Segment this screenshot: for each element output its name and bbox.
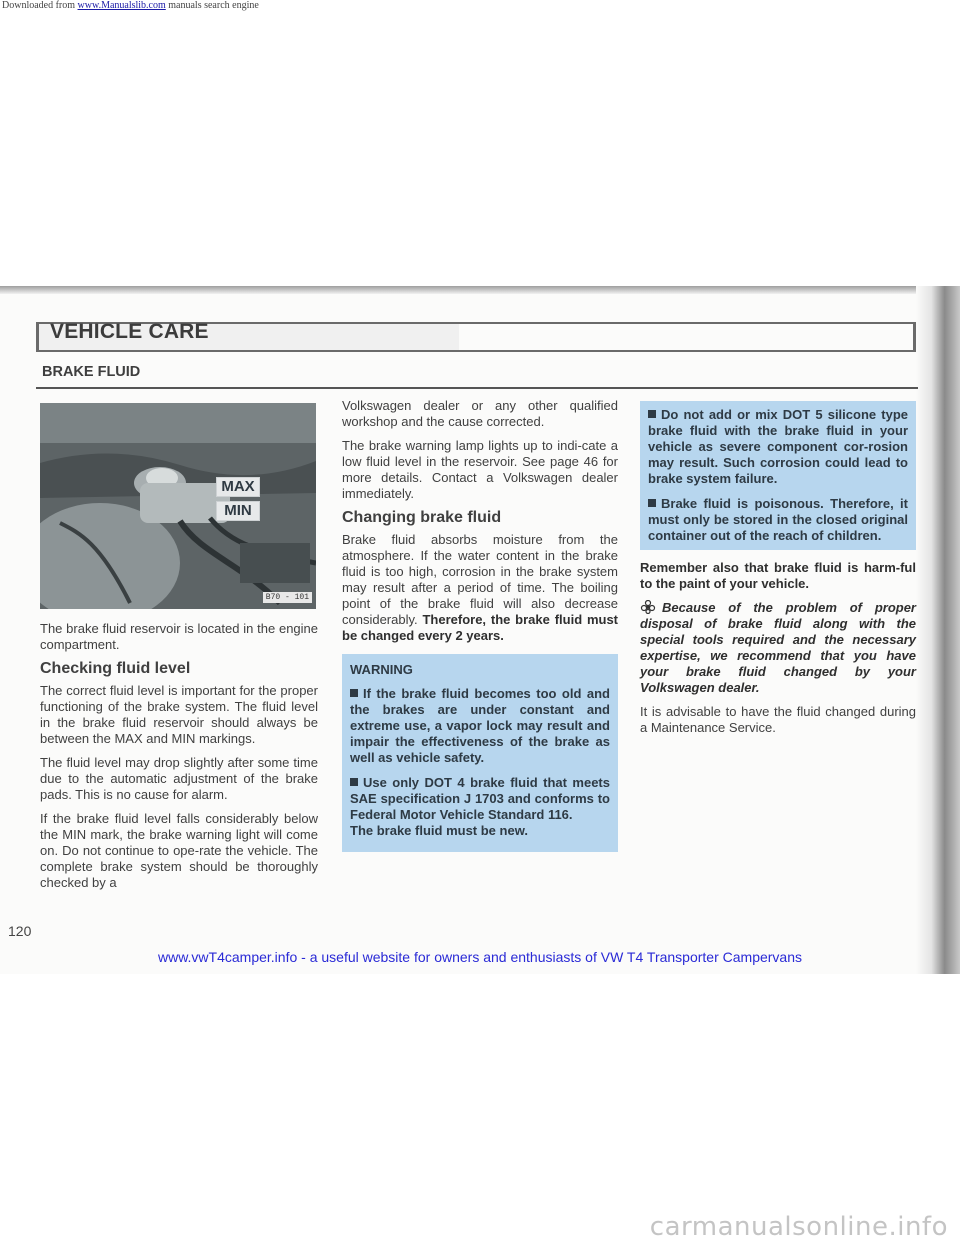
footer-website-text: www.vwT4camper.info - a useful website for owners and enthusiasts of VW T4 Transporter Campervans	[157, 949, 803, 965]
column-2	[342, 398, 618, 852]
warning-title: WARNING	[350, 662, 413, 677]
banner-suffix: manuals search engine	[165, 0, 259, 11]
paint-warning: Remember also that brake fluid is harm-ful to the paint of your vehicle.	[640, 560, 916, 591]
note-text: Because of the problem of proper disposal of brake fluid along with the special tools required and the necessary expertise, we recommend that you have your brake fluid changed by your Volkswagen dealer.	[640, 600, 916, 695]
download-banner	[0, 0, 960, 14]
paragraph: If the brake fluid level falls considerably below the MIN mark, the brake warning light will come on. Do not continue to ope-rate the vehicle. The complete brake system should be thoroughly checked by a	[40, 811, 318, 890]
max-label: MAX	[216, 477, 260, 497]
manual-page	[0, 286, 960, 974]
column-1	[40, 621, 318, 899]
photo-caption: The brake fluid reservoir is located in the engine compartment.	[40, 621, 318, 652]
heading-changing-brake-fluid: Changing brake fluid	[342, 509, 502, 526]
bullet-icon	[350, 689, 358, 697]
warning-item	[648, 407, 908, 487]
environment-note	[640, 600, 916, 696]
paragraph: It is advisable to have the fluid changed during a Maintenance Service.	[640, 704, 916, 735]
warning-text: The brake fluid must be new.	[350, 823, 528, 838]
flower-icon	[640, 600, 656, 614]
warning-item	[350, 775, 610, 839]
manualslib-link[interactable]: www.Manualslib.com	[77, 0, 166, 11]
banner-prefix: Downloaded from	[2, 0, 78, 11]
warning-text: If the brake fluid becomes too old and the brakes are under constant and extreme use, a vapor lock may result and impair the effectiveness of the brake as well as vehicle safety.	[350, 686, 610, 765]
photo-code: B70 - 101	[263, 592, 312, 603]
page-binding-edge	[916, 286, 960, 974]
section-title: BRAKE FLUID	[42, 364, 141, 380]
chapter-title: VEHICLE CARE	[50, 320, 209, 343]
paragraph: The fluid level may drop slightly after some time due to the automatic adjustment of the brake pads. This is no cause for alarm.	[40, 755, 318, 802]
bullet-icon	[350, 778, 358, 786]
paragraph: The brake warning lamp lights up to indi-cate a low fluid level in the reservoir. See page 46 for more details. Contact a Volkswagen dealer immediately.	[342, 438, 618, 501]
min-label: MIN	[216, 501, 260, 521]
warning-text: Do not add or mix DOT 5 silicone type brake fluid with the brake fluid in your vehicle as severe component cor-rosion may result. Such corrosion could lead to brake system failure.	[648, 407, 908, 486]
warning-box-continued	[640, 401, 916, 550]
heading-checking-fluid-level: Checking fluid level	[40, 660, 191, 677]
paragraph: Volkswagen dealer or any other qualified workshop and the cause corrected.	[342, 398, 618, 429]
paragraph	[342, 532, 618, 644]
page-top-shadow	[0, 286, 960, 294]
bullet-icon	[648, 499, 656, 507]
brake-fluid-reservoir-photo	[40, 403, 316, 609]
page-number: 120	[8, 923, 32, 939]
paragraph-bold-text: Therefore, the brake fluid must be changed every 2 years.	[342, 612, 619, 643]
warning-text: Brake fluid is poisonous. Therefore, it must only be stored in the closed original container out of the reach of children.	[648, 496, 908, 543]
warning-text: Use only DOT 4 brake fluid that meets SAE specification J 1703 and conforms to Federal Motor Vehicle Standard 116.	[350, 775, 610, 822]
column-3	[640, 401, 916, 744]
watermark-logo: carmanualsonline.info	[649, 1212, 948, 1242]
warning-box	[342, 654, 618, 852]
section-divider	[36, 387, 918, 389]
paragraph-text: Brake fluid absorbs moisture from the atmosphere. If the water content in the brake fluid is too high, corrosion in the brake system may result after a period of time. The boiling point of the brake fluid will also decrease considerably.	[342, 532, 618, 627]
warning-item	[648, 496, 908, 544]
warning-item	[350, 686, 610, 766]
paragraph: The correct fluid level is important for the proper functioning of the brake system. The fluid level in the brake fluid reservoir should always be between the MAX and MIN markings.	[40, 683, 318, 746]
bullet-icon	[648, 410, 656, 418]
